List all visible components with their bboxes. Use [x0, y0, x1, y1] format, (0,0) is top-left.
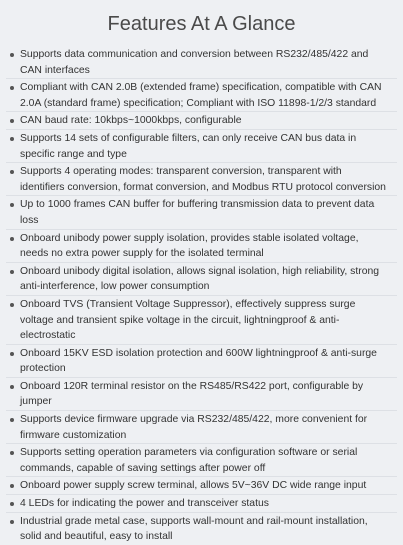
bullet-icon [10, 270, 14, 274]
bullet-icon [10, 53, 14, 57]
feature-text: Onboard 120R terminal resistor on the RS485/RS422 port, configurable by jumper [20, 380, 364, 408]
bullet-icon [10, 119, 14, 123]
feature-item [6, 297, 397, 345]
bullet-icon [10, 385, 14, 389]
feature-item [6, 445, 397, 477]
feature-item [6, 379, 397, 411]
feature-text: Onboard TVS (Transient Voltage Suppressor), effectively suppress surge voltage and transient spike voltage in the circuit, lightningproof & anti-electrostatic [20, 298, 356, 342]
feature-text: CAN baud rate: 10kbps~1000kbps, configurable [20, 115, 242, 127]
feature-item [6, 478, 397, 495]
bullet-icon [10, 502, 14, 506]
feature-text: Supports device firmware upgrade via RS232/485/422, more convenient for firmware customization [20, 414, 368, 441]
feature-text: Onboard power supply screw terminal, allows 5V~36V DC wide range input [20, 480, 367, 492]
feature-item [6, 164, 397, 196]
bullet-icon [10, 137, 14, 141]
feature-item [6, 131, 397, 163]
feature-item [6, 47, 397, 79]
feature-text: 4 LEDs for indicating the power and transceiver status [20, 498, 269, 510]
feature-text: Up to 1000 frames CAN buffer for buffering transmission data to prevent data loss [20, 199, 375, 226]
bullet-icon [10, 86, 14, 90]
feature-item [6, 113, 397, 130]
bullet-icon [10, 520, 14, 524]
feature-text: Industrial grade metal case, supports wall-mount and rail-mount installation, solid and beautiful, easy to install [20, 515, 368, 543]
feature-text: Onboard unibody digital isolation, allows signal isolation, high reliability, strong anti-interference, low power consumption [20, 265, 380, 293]
bullet-icon [10, 451, 14, 455]
feature-item [6, 80, 397, 112]
feature-text: Supports data communication and conversion between RS232/485/422 and CAN interfaces [20, 49, 369, 76]
feature-text: Supports 14 sets of configurable filters, can only receive CAN bus data in specific range and type [20, 132, 357, 160]
feature-text: Onboard unibody power supply isolation, provides stable isolated voltage, needs no extra power supply for the isolated terminal [20, 232, 359, 260]
feature-list [6, 47, 397, 545]
feature-item [6, 496, 397, 513]
feature-text: Onboard 15KV ESD isolation protection and 600W lightningproof & anti-surge protection [20, 347, 377, 375]
feature-text: Compliant with CAN 2.0B (extended frame) specification, compatible with CAN 2.0A (standard frame) specification; Compliant with ISO 11898-1/2/3 standard [20, 82, 382, 109]
bullet-icon [10, 303, 14, 307]
feature-text: Supports setting operation parameters via configuration software or serial commands, capable of saving settings after power off [20, 447, 358, 474]
feature-item [6, 197, 397, 229]
bullet-icon [10, 170, 14, 174]
bullet-icon [10, 418, 14, 422]
bullet-icon [10, 237, 14, 241]
feature-item [6, 412, 397, 444]
feature-item [6, 514, 397, 545]
bullet-icon [10, 203, 14, 207]
feature-item [6, 231, 397, 263]
feature-text: Supports 4 operating modes: transparent conversion, transparent with identifiers conversion, format conversion, and Modbus RTU protocol conversion [20, 166, 386, 193]
feature-item [6, 346, 397, 378]
bullet-icon [10, 352, 14, 356]
page-title: Features At A Glance [107, 13, 296, 35]
feature-item [6, 264, 397, 296]
